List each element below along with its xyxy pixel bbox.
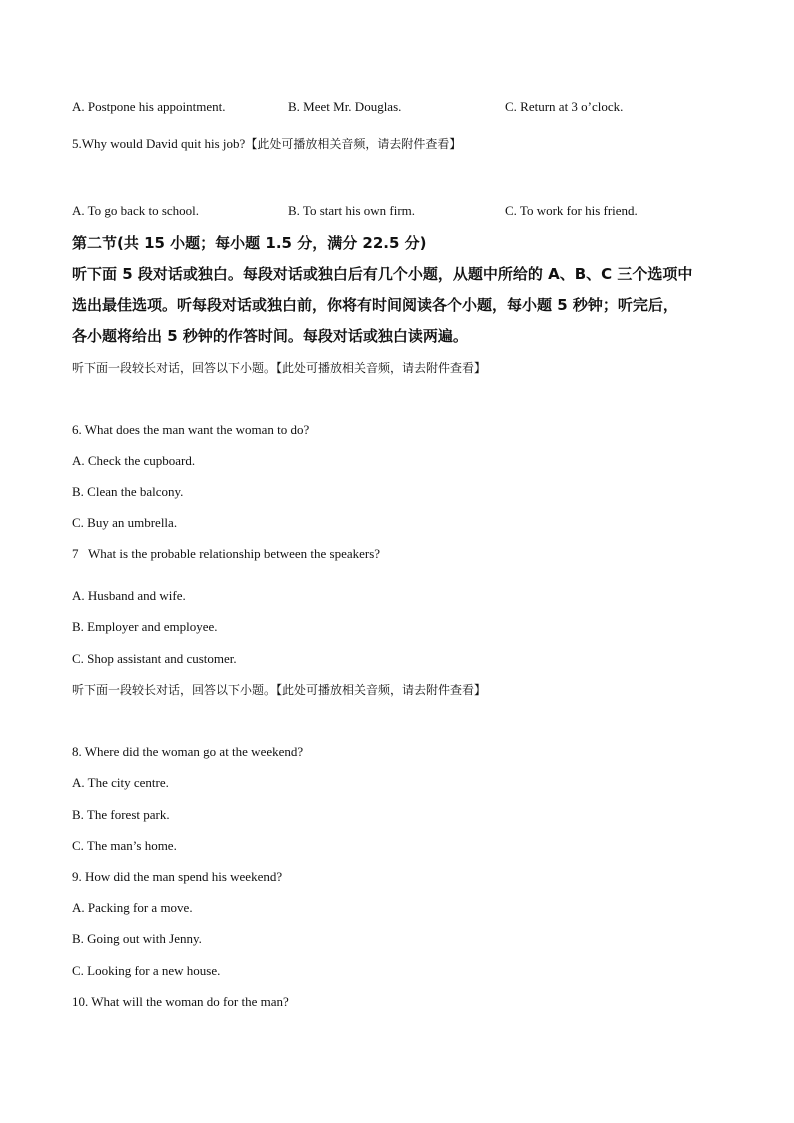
q5-options bbox=[72, 203, 732, 219]
q9-question: 9. How did the man spend his weekend? bbox=[72, 869, 283, 884]
q5-audio-note[interactable]: 【此处可播放相关音频，请去附件查看】 bbox=[245, 137, 462, 151]
q7-option-c: C. Shop assistant and customer. bbox=[72, 651, 237, 666]
q10-question: 10. What will the woman do for the man? bbox=[72, 994, 289, 1009]
q4-options bbox=[72, 99, 732, 115]
q8-option-b: B. The forest park. bbox=[72, 807, 170, 822]
q7-option-a: A. Husband and wife. bbox=[72, 588, 186, 603]
dialog2-audio-note[interactable]: 听下面一段较长对话，回答以下小题。【此处可播放相关音频，请去附件查看】 bbox=[72, 683, 487, 697]
q8-option-c: C. The man’s home. bbox=[72, 838, 177, 853]
section2-instruction-line-1: 听下面 5 段对话或独白。每段对话或独白后有几个小题，从题中所给的 A、B、C 三个选项中 bbox=[72, 265, 693, 283]
section2-instruction-line-3: 各小题将给出 5 秒钟的作答时间。每段对话或独白读两遍。 bbox=[72, 327, 468, 345]
q5-question: 5.Why would David quit his job? bbox=[72, 136, 246, 151]
q6-question: 6. What does the man want the woman to do? bbox=[72, 422, 310, 437]
q8-question: 8. Where did the woman go at the weekend? bbox=[72, 744, 304, 759]
q4-option-b: B. Meet Mr. Douglas. bbox=[288, 99, 402, 114]
q9-option-c: C. Looking for a new house. bbox=[72, 963, 221, 978]
q5-option-c: C. To work for his friend. bbox=[505, 203, 638, 218]
q5-option-b: B. To start his own firm. bbox=[288, 203, 416, 218]
q5-question-line bbox=[72, 136, 461, 152]
section2-instruction-line-2: 选出最佳选项。听每段对话或独白前，你将有时间阅读各个小题，每小题 5 秒钟；听完后， bbox=[72, 296, 678, 314]
section2-heading: 第二节(共 15 小题；每小题 1.5 分，满分 22.5 分) bbox=[72, 234, 427, 252]
q6-option-b: B. Clean the balcony. bbox=[72, 484, 184, 499]
dialog1-audio-note[interactable]: 听下面一段较长对话，回答以下小题。【此处可播放相关音频，请去附件查看】 bbox=[72, 361, 487, 375]
q6-option-a: A. Check the cupboard. bbox=[72, 453, 196, 468]
q6-option-c: C. Buy an umbrella. bbox=[72, 515, 178, 530]
q9-option-a: A. Packing for a move. bbox=[72, 900, 193, 915]
q7-option-b: B. Employer and employee. bbox=[72, 619, 218, 634]
q5-option-a: A. To go back to school. bbox=[72, 203, 200, 218]
q4-option-a: A. Postpone his appointment. bbox=[72, 99, 226, 114]
q9-option-b: B. Going out with Jenny. bbox=[72, 931, 202, 946]
q4-option-c: C. Return at 3 o’clock. bbox=[505, 99, 624, 114]
q7-question: 7 What is the probable relationship between the speakers? bbox=[72, 546, 381, 561]
q8-option-a: A. The city centre. bbox=[72, 775, 169, 790]
